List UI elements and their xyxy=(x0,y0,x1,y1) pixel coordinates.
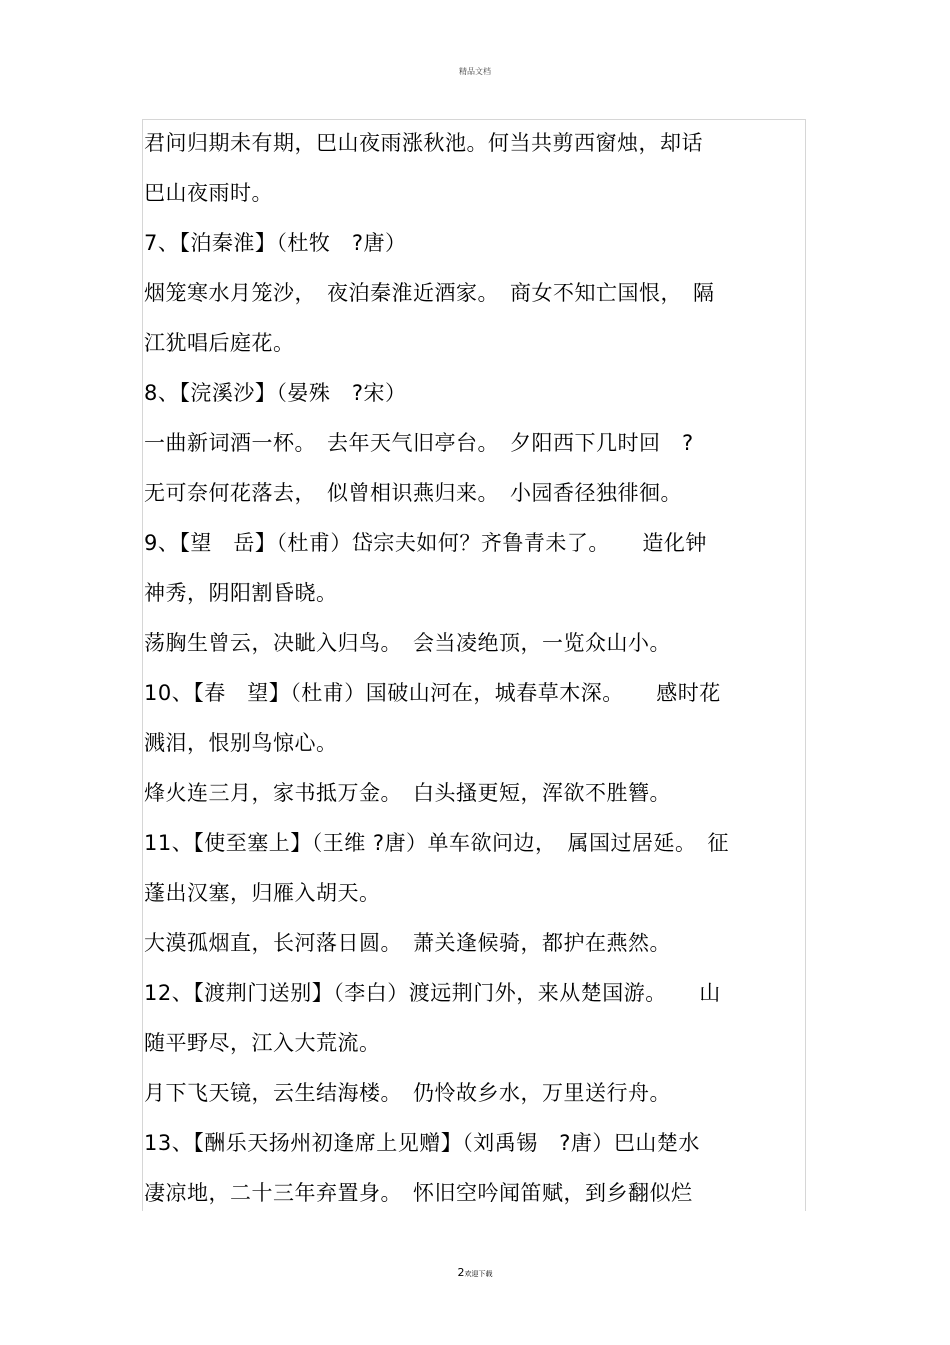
poem-text-body xyxy=(144,118,804,1218)
text-line: 凄凉地，二十三年弃置身。 怀旧空吟闻笛赋，到乡翻似烂 xyxy=(144,1181,693,1205)
page-footer xyxy=(0,1261,950,1280)
text-line: 随平野尽，江入大荒流。 xyxy=(144,1031,381,1055)
poem-heading: 11、【使至塞上】（王维 ?唐）单车欲问边， 属国过居延。 征 xyxy=(144,831,730,855)
poem-heading: 7、【泊秦淮】（杜牧 ?唐） xyxy=(144,231,407,255)
poem-heading: 8、【浣溪沙】（晏殊 ?宋） xyxy=(144,381,407,405)
text-line: 烽火连三月，家书抵万金。 白头搔更短，浑欲不胜簪。 xyxy=(144,781,671,805)
footer-text: 欢迎下载 xyxy=(464,1270,493,1278)
text-line: 巴山夜雨时。 xyxy=(144,181,273,205)
text-line: 江犹唱后庭花。 xyxy=(144,331,295,355)
text-line: 溅泪，恨别鸟惊心。 xyxy=(144,731,338,755)
text-line: 一曲新词酒一杯。 去年天气旧亭台。 夕阳西下几时回 ? xyxy=(144,431,694,455)
text-line: 荡胸生曾云，决眦入归鸟。 会当凌绝顶，一览众山小。 xyxy=(144,631,671,655)
text-line: 君问归期未有期，巴山夜雨涨秋池。何当共剪西窗烛，却话 xyxy=(144,131,703,155)
text-line: 蓬出汉塞，归雁入胡天。 xyxy=(144,881,381,905)
text-line: 无可奈何花落去， 似曾相识燕归来。 小园香径独徘徊。 xyxy=(144,481,682,505)
poem-heading: 9、【望 岳】（杜甫）岱宗夫如何？齐鲁青未了。 造化钟 xyxy=(144,531,707,555)
page-number: 2 xyxy=(457,1266,465,1279)
text-line: 烟笼寒水月笼沙， 夜泊秦淮近酒家。 商女不知亡国恨， 隔 xyxy=(144,281,715,305)
text-line: 月下飞天镜，云生结海楼。 仍怜故乡水，万里送行舟。 xyxy=(144,1081,671,1105)
poem-heading: 13、【酬乐天扬州初逢席上见赠】（刘禹锡 ?唐）巴山楚水 xyxy=(144,1131,700,1155)
poem-heading: 10、【春 望】（杜甫）国破山河在，城春草木深。 感时花 xyxy=(144,681,721,705)
poem-heading: 12、【渡荆门送别】（李白）渡远荆门外，来从楚国游。 山 xyxy=(144,981,721,1005)
text-line: 神秀，阴阳割昏晓。 xyxy=(144,581,338,605)
header-watermark: 精品文档 xyxy=(459,67,491,76)
text-line: 大漠孤烟直，长河落日圆。 萧关逢候骑，都护在燕然。 xyxy=(144,931,671,955)
